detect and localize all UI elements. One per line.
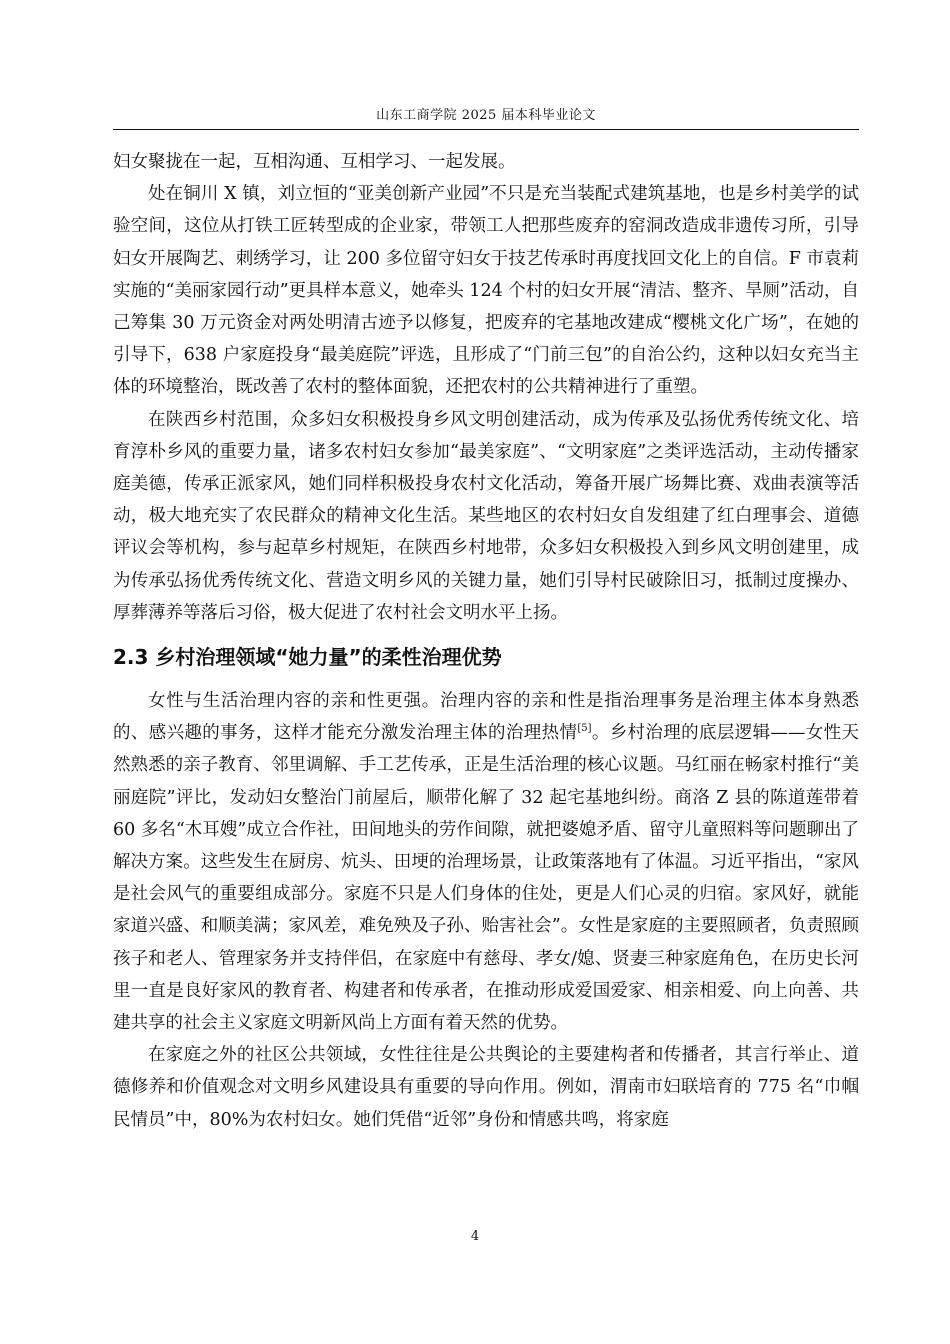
- page-number: 4: [470, 1229, 480, 1244]
- paragraph-continuation: 妇女聚拢在一起，互相沟通、互相学习、一起发展。: [113, 152, 516, 172]
- paragraph-soft-governance: [113, 685, 859, 1039]
- section-heading-2-3: 2.3 乡村治理领域“她力量”的柔性治理优势: [113, 645, 502, 670]
- paragraph-shaanxi-village: 在陕西乡村范围，众多妇女积极投身乡风文明创建活动，成为传承及弘扬优秀传统文化、培育淳朴乡风的重要力量，诸多农村妇女参加“最美家庭”、“文明家庭”之类评选活动，主动传播家庭美德，传承正派家风，她们同样积极投身农村文化活动，筹备开展广场舞比赛、戏曲表演等活动，极大地充实了农民群众的精神文化生活。某些地区的农村妇女自发组建了红白理事会、道德评议会等机构，参与起草乡村规矩，在陕西乡村地带，众多妇女积极投入到乡风文明创建里，成为传承弘扬优秀传统文化、营造文明乡风的关键力量，她们引导村民破除旧习，抵制过度操办、厚葬薄养等落后习俗，极大促进了农村社会文明水平上扬。: [113, 409, 859, 623]
- paragraph-community-domain: 在家庭之外的社区公共领域，女性往往是公共舆论的主要建构者和传播者，其言行举止、道德修养和价值观念对文明乡风建设具有重要的导向作用。例如，渭南市妇联培育的 775 名“巾帼民情员”中，80%为农村妇女。她们凭借“近邻”身份和情感共鸣，将家庭: [113, 1045, 859, 1130]
- paragraph-text: 。乡村治理的底层逻辑——女性天然熟悉的亲子教育、邻里调解、手工艺传承，正是生活治理的核心议题。马红丽在畅家村推行“美丽庭院”评比，发动妇女整治门前屋后，顺带化解了 32 起宅基地纠纷。商洛 Z 县的陈道莲带着 60 多名“木耳嫂”成立合作社，田间地头的劳作间隙，就把婆媳矛盾、留守儿童照料等问题聊出了解决方案。这些发生在厨房、炕头、田埂的治理场景，让政策落地有了体温。习近平指出，“家风是社会风气的重要组成部分。家庭不只是人们身体的住处，更是人们心灵的归宿。家风好，就能家道兴盛、和顺美满；家风差，难免殃及子孙、贻害社会”。女性是家庭的主要照顾者，负责照顾孩子和老人、管理家务并支持伴侣，在家庭中有慈母、孝女/媳、贤妻三种家庭角色，在历史长河里一直是良好家风的教育者、构建者和传承者，在推动形成爱国爱家、相亲相爱、向上向善、共建共享的社会主义家庭文明新风尚上方面有着天然的优势。: [113, 723, 859, 1034]
- running-header: 山东工商学院 2025 届本科毕业论文: [376, 108, 596, 123]
- paragraph-tongchuan-example: 处在铜川 X 镇，刘立恒的“亚美创新产业园”不只是充当装配式建筑基地，也是乡村美学的试验空间，这位从打铁工匠转型成的企业家，带领工人把那些废弃的窑洞改造成非遗传习所，引导妇女开展陶艺、刺绣学习，让 200 多位留守妇女于技艺传承时再度找回文化上的自信。F 市袁莉实施的“美丽家园行动”更具样本意义，她牵头 124 个村的妇女开展“清洁、整齐、旱厕”活动，自己筹集 30 万元资金对两处明清古迹予以修复，把废弃的宅基地改建成“樱桃文化广场”，在她的引导下，638 户家庭投身“最美庭院”评选，且形成了“门前三包”的自治公约，这种以妇女充当主体的环境整治，既改善了农村的整体面貌，还把农村的公共精神进行了重塑。: [113, 184, 859, 398]
- page-body: [113, 146, 859, 1136]
- citation-marker: [5]: [577, 723, 592, 735]
- paragraph-text: 女性与生活治理内容的亲和性更强。治理内容的亲和性是指治理事务是治理主体本身熟悉的、感兴趣的事务，这样才能充分激发治理主体的治理热情: [113, 691, 859, 744]
- header-rule: [113, 129, 859, 130]
